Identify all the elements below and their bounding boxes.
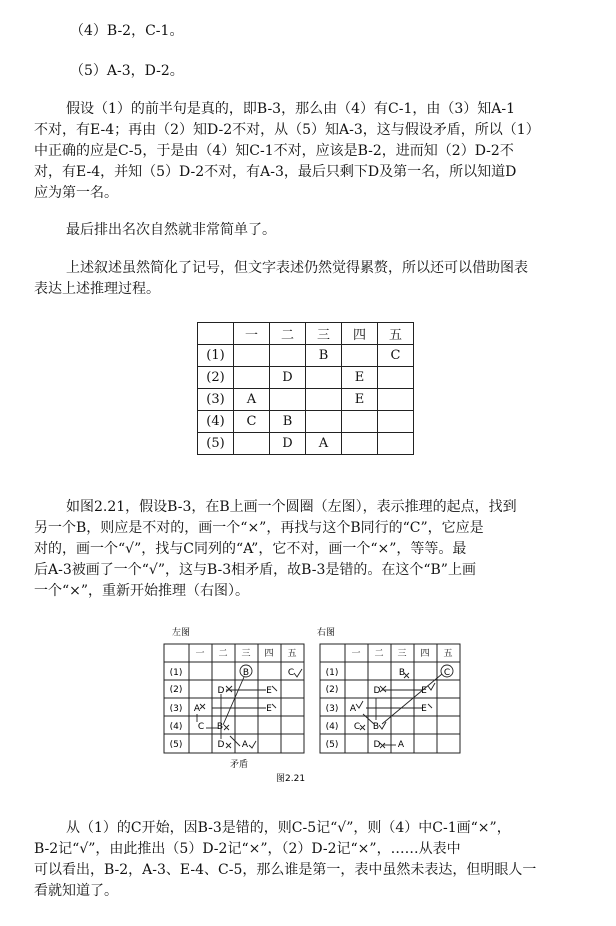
svg-text:E: E xyxy=(266,686,272,696)
table-header-cell: 三 xyxy=(306,323,342,345)
paragraph-line: B-2记“√”，由此推出（5）D-2记“×”，（2）D-2记“×”，……从表中 xyxy=(34,841,461,857)
paragraph-line: 对的，画一个“√”，找与C同列的“A”，它不对，画一个“×”，等等。最 xyxy=(34,541,467,557)
paragraph-line: 上述叙述虽然简化了记号，但文字表述仍然觉得累赘，所以还可以借助图表 xyxy=(66,260,528,276)
table-cell: E xyxy=(342,367,378,389)
grid-header-label: 五 xyxy=(443,649,453,659)
left-reasoning-marks xyxy=(197,665,302,748)
table-header-cell: 四 xyxy=(342,323,378,345)
table-header-cell: 一 xyxy=(234,323,270,345)
grid-header-label: 三 xyxy=(397,649,407,659)
paragraph-line: 不对，有E-4；再由（2）知D-2不对，从（5）知A-3，这与假设矛盾，所以（1） xyxy=(34,122,540,138)
table-cell: A xyxy=(234,389,270,411)
left-grid xyxy=(164,644,304,753)
table-cell xyxy=(378,433,414,455)
grid-row-label: (2) xyxy=(325,685,339,695)
table-cell: D xyxy=(270,433,306,455)
grid-header-label: 一 xyxy=(195,649,205,659)
svg-text:D: D xyxy=(373,740,381,750)
table-cell xyxy=(378,389,414,411)
table-cell: D xyxy=(270,367,306,389)
table-cell xyxy=(234,367,270,389)
grid-header-label: 二 xyxy=(218,649,228,659)
paragraph-line: 假设（1）的前半句是真的，即B-3，那么由（4）有C-1，由（3）知A-1 xyxy=(66,101,516,117)
table-cell xyxy=(306,411,342,433)
paragraph-line: 应为第一名。 xyxy=(34,185,118,201)
table-row xyxy=(198,411,414,433)
reasoning-table xyxy=(197,322,414,455)
table-cell xyxy=(234,433,270,455)
paragraph-line: 后A-3被画了一个“√”，这与B-3相矛盾，故B-3是错的。在这个“B”上画 xyxy=(34,562,476,578)
svg-text:D: D xyxy=(217,740,225,750)
grid-row-label: (1) xyxy=(325,668,339,678)
svg-text:B: B xyxy=(216,722,224,732)
svg-text:A: A xyxy=(349,704,357,714)
grid-row-label: (4) xyxy=(169,722,183,732)
paragraph-line: 另一个B，则应是不对的，画一个“×”，再找与这个B同行的“C”，它应是 xyxy=(34,520,484,536)
table-cell xyxy=(270,345,306,367)
row-label: (5) xyxy=(198,433,234,455)
table-cell xyxy=(342,411,378,433)
svg-text:E: E xyxy=(266,704,272,714)
grid-header-label: 五 xyxy=(287,649,297,659)
paragraph-line: 对，有E-4，并知（5）D-2不对，有A-3，最后只剩下D及第一名，所以知道D xyxy=(34,164,517,180)
paragraph-line: 可以看出，B-2，A-3、E-4、C-5，那么谁是第一，表中虽然未表达，但明眼人一 xyxy=(34,862,537,878)
table-header-cell xyxy=(198,323,234,345)
table-row xyxy=(198,389,414,411)
grid-header-label: 四 xyxy=(420,649,430,659)
grid-row-label: (1) xyxy=(169,668,183,678)
svg-text:C: C xyxy=(287,668,295,678)
paragraph-ranking: 最后排出名次自然就非常简单了。 xyxy=(66,222,276,238)
table-row xyxy=(198,367,414,389)
paragraph-line: 表达上述推理过程。 xyxy=(34,281,160,297)
svg-text:B: B xyxy=(372,722,380,732)
svg-text:B: B xyxy=(398,668,406,678)
contradiction-label: 矛盾 xyxy=(230,760,249,770)
grid-row-label: (3) xyxy=(325,704,339,714)
svg-text:B: B xyxy=(242,668,250,678)
table-header-cell: 五 xyxy=(378,323,414,345)
figure-canvas xyxy=(160,624,480,784)
grid-row-label: (5) xyxy=(325,740,339,750)
row-label: (2) xyxy=(198,367,234,389)
table-cell xyxy=(378,411,414,433)
left-figure-title: 左图 xyxy=(172,628,191,638)
svg-text:A: A xyxy=(193,704,201,714)
grid-row-label: (4) xyxy=(325,722,339,732)
table-cell xyxy=(306,389,342,411)
svg-text:E: E xyxy=(421,686,427,696)
table-cell: A xyxy=(306,433,342,455)
row-label: (3) xyxy=(198,389,234,411)
paragraph-line: 如图2.21，假设B-3，在B上画一个圆圈（左图），表示推理的起点，找到 xyxy=(66,499,517,515)
grid-header-label: 一 xyxy=(351,649,361,659)
grid-row-label: (3) xyxy=(169,704,183,714)
svg-text:E: E xyxy=(421,704,427,714)
figure-2-21 xyxy=(160,624,480,784)
svg-text:C: C xyxy=(197,722,205,732)
row-label: (1) xyxy=(198,345,234,367)
grid-header-label: 二 xyxy=(374,649,384,659)
svg-text:D: D xyxy=(217,686,225,696)
row-label: (4) xyxy=(198,411,234,433)
table-cell xyxy=(342,433,378,455)
table-cell xyxy=(342,345,378,367)
option-4: （4）B-2，C-1。 xyxy=(70,23,184,39)
right-figure-title: 右图 xyxy=(317,628,336,638)
table-header-row xyxy=(198,323,414,345)
table-cell xyxy=(270,389,306,411)
paragraph-line: 中正确的应是C-5，于是由（4）知C-1不对，应该是B-2，进而知（2）D-2不 xyxy=(34,143,514,159)
table-row xyxy=(198,433,414,455)
table-row xyxy=(198,345,414,367)
svg-text:C: C xyxy=(353,722,361,732)
paragraph-line: 从（1）的C开始，因B-3是错的，则C-5记“√”，则（4）中C-1画“×”， xyxy=(66,820,511,836)
table-cell xyxy=(306,367,342,389)
table-cell: B xyxy=(270,411,306,433)
table-cell xyxy=(234,345,270,367)
svg-text:D: D xyxy=(373,686,381,696)
svg-text:A: A xyxy=(397,740,405,750)
grid-row-label: (5) xyxy=(169,740,183,750)
paragraph-line: 看就知道了。 xyxy=(34,883,118,899)
table-cell: C xyxy=(234,411,270,433)
table-cell: B xyxy=(306,345,342,367)
svg-text:C: C xyxy=(443,668,451,678)
table-cell: C xyxy=(378,345,414,367)
figure-caption: 图2.21 xyxy=(276,774,306,784)
grid-row-label: (2) xyxy=(169,685,183,695)
svg-text:A: A xyxy=(241,740,249,750)
grid-header-label: 三 xyxy=(241,649,251,659)
option-5: （5）A-3，D-2。 xyxy=(70,63,184,79)
paragraph-line: 一个“×”，重新开始推理（右图）。 xyxy=(34,583,250,599)
right-reasoning-marks xyxy=(353,665,453,748)
table-cell: E xyxy=(342,389,378,411)
right-grid xyxy=(320,644,460,753)
table-cell xyxy=(378,367,414,389)
grid-header-label: 四 xyxy=(264,649,274,659)
table-header-cell: 二 xyxy=(270,323,306,345)
